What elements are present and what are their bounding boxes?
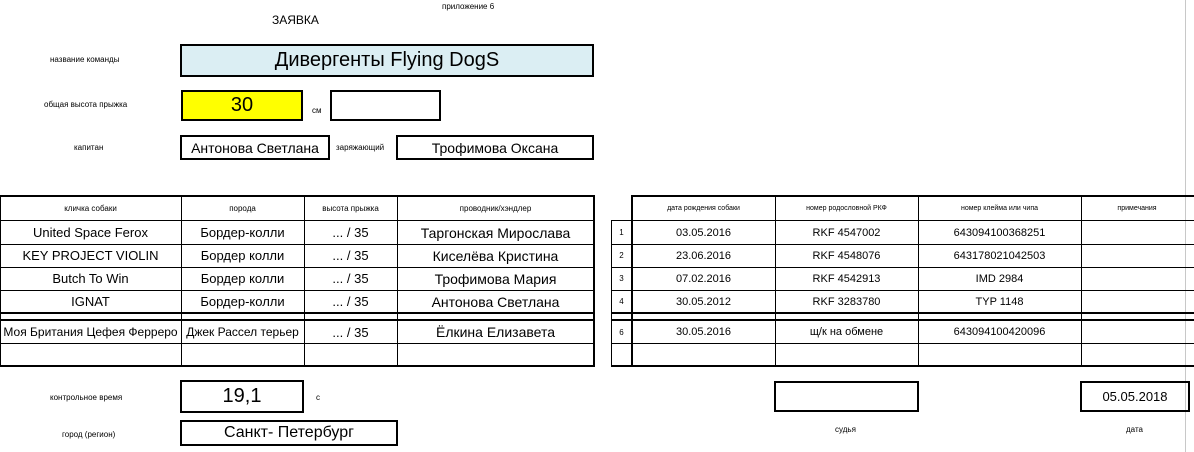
city-value: Санкт- Петербург — [224, 424, 354, 441]
table-border — [631, 195, 633, 366]
table-border — [0, 365, 595, 367]
jump-height-cell: ... / 35 — [332, 271, 369, 286]
birth-date-cell: 23.06.2016 — [675, 249, 732, 262]
jump-height-cell: ... / 35 — [332, 294, 369, 309]
table-line — [1081, 195, 1082, 366]
height-value: 30 — [230, 94, 254, 116]
team-name-label: название команды — [50, 55, 120, 64]
dog-name-cell — [0, 343, 181, 366]
jump-height-cell: ... / 35 — [332, 225, 369, 240]
table-line — [304, 195, 305, 366]
chip-number-cell: 643094100368251 — [953, 226, 1046, 239]
dog-name-cell: KEY PROJECT VIOLIN — [22, 248, 159, 263]
handler-cell: Трофимова Мария — [434, 270, 557, 287]
charger-value: Трофимова Оксана — [431, 139, 559, 156]
chip-number-cell: 643094100420096 — [953, 326, 1046, 338]
table-line — [611, 220, 1194, 221]
judge-label: судья — [835, 425, 856, 434]
appendix-label: приложение 6 — [442, 2, 495, 11]
table-line — [0, 267, 595, 268]
handler-cell: Ёлкина Елизавета — [435, 324, 556, 340]
handler-cell — [397, 343, 594, 366]
table-border — [0, 312, 595, 314]
table-line — [611, 267, 1194, 268]
table-line — [181, 195, 182, 366]
date-value: 05.05.2018 — [1102, 389, 1168, 404]
row-number — [611, 343, 632, 366]
breed-cell: Джек Рассел терьер — [186, 325, 299, 339]
height-extra-field[interactable] — [330, 90, 441, 121]
rkf-number-cell — [775, 343, 918, 366]
judge-field[interactable] — [774, 381, 919, 412]
rkf-number-cell: RKF 3283780 — [812, 295, 881, 308]
table-line — [611, 220, 612, 366]
table-line — [397, 195, 398, 366]
chip-number-cell: IMD 2984 — [975, 272, 1024, 285]
breed-cell: Бордер-колли — [200, 225, 285, 240]
height-label: общая высота прыжка — [44, 100, 128, 109]
notes-cell — [1081, 343, 1193, 366]
table-line — [918, 195, 919, 366]
table-line — [611, 290, 1194, 291]
col-header-birth-date: дата рождения собаки — [667, 204, 740, 212]
height-unit: см — [312, 106, 322, 115]
table-border — [611, 365, 1194, 367]
handler-cell: Таргонская Мирослава — [420, 224, 571, 241]
captain-value: Антонова Светлана — [191, 139, 319, 156]
row-number: 6 — [619, 327, 624, 337]
charger-label: заряжающий — [336, 143, 385, 152]
table-line — [611, 343, 1194, 344]
chip-number-cell: TYP 1148 — [975, 295, 1024, 308]
rkf-number-cell: щ/к на обмене — [809, 326, 884, 338]
col-header-handler: проводник/хэндлер — [459, 203, 532, 213]
date-field[interactable] — [1080, 381, 1190, 412]
city-field[interactable] — [180, 420, 398, 446]
chip-number-cell: 643178021042503 — [953, 249, 1046, 262]
form-title: ЗАЯВКА — [272, 13, 319, 27]
birth-date-cell — [632, 343, 775, 366]
jump-height-cell: ... / 35 — [332, 248, 369, 263]
table-line — [775, 195, 776, 366]
row-number: 1 — [619, 228, 624, 237]
table-line — [0, 343, 595, 344]
breed-cell: Бордер-колли — [200, 294, 285, 309]
birth-date-cell: 07.02.2016 — [675, 272, 732, 285]
date-label: дата — [1126, 425, 1143, 434]
col-header-chip-number: номер клейма или чипа — [960, 204, 1039, 212]
charger-field[interactable] — [396, 135, 594, 160]
team-name-field[interactable] — [180, 44, 594, 77]
captain-label: капитан — [74, 143, 104, 152]
chip-number-cell — [918, 343, 1081, 366]
control-time-label: контрольное время — [50, 393, 123, 402]
rkf-number-cell: RKF 4548076 — [812, 249, 881, 262]
breed-cell — [181, 343, 304, 366]
height-field[interactable] — [181, 90, 303, 121]
notes-cell — [1081, 244, 1193, 267]
col-header-jump-height: высота прыжка — [322, 203, 379, 213]
table-border — [611, 319, 1194, 321]
table-border — [611, 312, 1194, 314]
breed-cell: Бордер колли — [200, 271, 285, 286]
dog-name-cell: Моя Британия Цефея Ферреро — [3, 325, 178, 339]
notes-cell — [1081, 221, 1193, 244]
handler-cell: Антонова Светлана — [431, 293, 560, 310]
rkf-number-cell: RKF 4542913 — [812, 272, 881, 285]
control-time-unit: с — [316, 393, 320, 402]
col-header-notes: примечания — [1117, 204, 1157, 212]
row-number: 2 — [619, 251, 624, 260]
dog-name-cell: Butch To Win — [52, 271, 129, 286]
table-border — [632, 195, 1194, 197]
captain-field[interactable] — [180, 135, 330, 160]
birth-date-cell: 30.05.2012 — [675, 295, 732, 308]
table-line — [0, 290, 595, 291]
table-border — [0, 195, 595, 197]
notes-cell — [1081, 321, 1193, 343]
control-time-field[interactable] — [180, 380, 304, 413]
rkf-number-cell: RKF 4547002 — [812, 226, 881, 239]
row-number: 4 — [619, 297, 624, 306]
jump-height-cell — [304, 343, 397, 366]
table-line — [0, 244, 595, 245]
birth-date-cell: 03.05.2016 — [675, 226, 732, 239]
dog-name-cell: United Space Ferox — [33, 225, 148, 240]
jump-height-cell: ... / 35 — [332, 324, 369, 340]
birth-date-cell: 30.05.2016 — [675, 326, 732, 338]
table-line — [0, 220, 595, 221]
dog-name-cell: IGNAT — [71, 294, 110, 309]
col-header-rkf-number: номер родословной РКФ — [806, 204, 887, 212]
handler-cell: Киселёва Кристина — [432, 247, 559, 264]
table-line — [0, 195, 1, 366]
col-header-dog-name: кличка собаки — [64, 203, 117, 213]
row-number: 3 — [619, 274, 624, 283]
breed-cell: Бордер колли — [200, 248, 285, 263]
control-time-value: 19,1 — [222, 385, 262, 407]
table-line — [611, 244, 1194, 245]
notes-cell — [1081, 290, 1193, 313]
table-border — [593, 195, 595, 366]
team-name-value: Дивергенты Flying DogS — [274, 49, 500, 71]
city-label: город (регион) — [62, 430, 116, 439]
table-border — [0, 319, 595, 321]
col-header-breed: порода — [229, 203, 256, 213]
notes-cell — [1081, 267, 1193, 290]
